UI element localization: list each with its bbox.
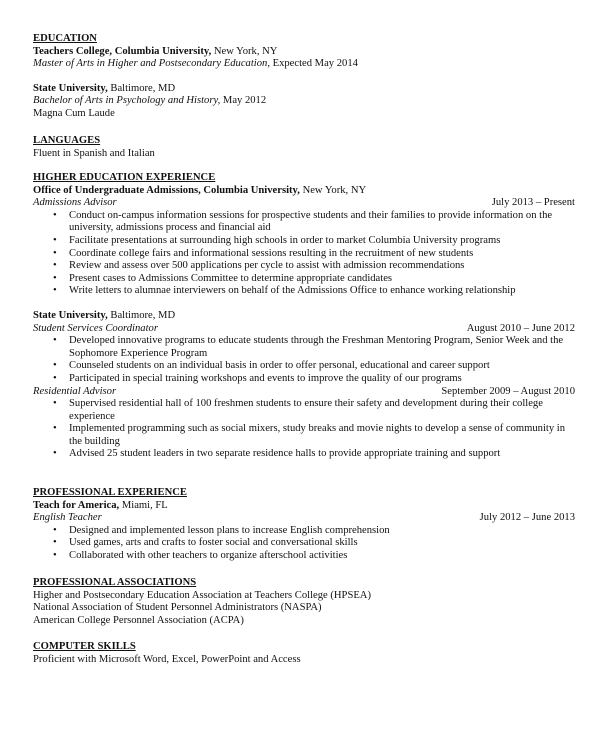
professional-role-row	[33, 512, 575, 525]
list-item: • Counseled students on an individual basis in order to offer personal, educational and career support	[33, 360, 575, 373]
su-degree-line	[33, 95, 575, 108]
skills-heading: COMPUTER SKILLS	[33, 641, 136, 652]
org1-role-row	[33, 197, 575, 210]
list-item: • Developed innovative programs to educate students through the Freshman Mentoring Program, Senior Week and the Sophomore Experience Program	[33, 335, 575, 360]
tc-date: Expected May 2014	[269, 58, 358, 70]
associations-heading: PROFESSIONAL ASSOCIATIONS	[33, 577, 197, 588]
list-item: • Write letters to alumnae interviewers on behalf of the Admissions Office to enhance working relationship	[33, 285, 575, 298]
org2-role1-title: Student Services Coordinator	[33, 322, 158, 334]
list-item: American College Personnel Association (ACPA)	[33, 614, 244, 626]
org1-line	[33, 185, 575, 198]
education-heading: EDUCATION	[33, 33, 97, 44]
list-item: • Review and assess over 500 applications per cycle to assist with admission recommendations	[33, 260, 575, 273]
list-item: National Association of Student Personnel Administrators (NASPA)	[33, 602, 322, 614]
list-item: • Designed and implemented lesson plans to increase English comprehension	[33, 525, 575, 538]
su-honor: Magna Cum Laude	[33, 107, 115, 119]
tc-school-line	[33, 46, 575, 59]
list-item: • Coordinate college fairs and informational sessions resulting in the recruitment of new students	[33, 248, 575, 261]
su-location: Baltimore, MD	[107, 82, 176, 94]
su-school-line	[33, 83, 575, 96]
tc-school: Teachers College, Columbia University,	[33, 45, 212, 57]
list-item: Higher and Postsecondary Education Association at Teachers College (HPSEA)	[33, 589, 371, 601]
higher-ed-heading: HIGHER EDUCATION EXPERIENCE	[33, 172, 216, 183]
org2-location: Baltimore, MD	[107, 309, 176, 321]
tc-degree: Master of Arts in Higher and Postsecondary Education,	[33, 58, 270, 70]
list-item: • Collaborated with other teachers to organize afterschool activities	[33, 550, 575, 563]
org2-role2-row	[33, 386, 575, 399]
org2-name: State University,	[33, 309, 108, 321]
professional-location: Miami, FL	[119, 499, 168, 511]
org2-role2-bullets	[33, 398, 575, 461]
list-item: • Participated in special training workshops and events to improve the quality of our programs	[33, 373, 575, 386]
languages-heading: LANGUAGES	[33, 135, 101, 146]
languages-text: Fluent in Spanish and Italian	[33, 147, 155, 159]
org2-role1-bullets	[33, 335, 575, 385]
education-section	[33, 33, 575, 121]
su-date: May 2012	[220, 95, 267, 107]
su-degree: Bachelor of Arts in Psychology and History,	[33, 95, 221, 107]
org2-role1-dates: August 2010 – June 2012	[466, 322, 575, 334]
su-school: State University,	[33, 82, 108, 94]
tc-degree-line	[33, 58, 575, 71]
languages-section	[33, 135, 575, 160]
list-item: • Used games, arts and crafts to foster social and conversational skills	[33, 537, 575, 550]
org2-line	[33, 310, 575, 323]
list-item: • Facilitate presentations at surrounding high schools in order to market Columbia University programs	[33, 235, 575, 248]
skills-text: Proficient with Microsoft Word, Excel, PowerPoint and Access	[33, 653, 301, 665]
professional-bullets	[33, 525, 575, 563]
org1-bullets	[33, 210, 575, 298]
professional-section	[33, 487, 575, 563]
professional-org: Teach for America,	[33, 499, 120, 511]
professional-heading: PROFESSIONAL EXPERIENCE	[33, 487, 187, 498]
org1-location: New York, NY	[299, 184, 367, 196]
org1-dates: July 2013 – Present	[491, 197, 575, 209]
org2-role2-dates: September 2009 – August 2010	[441, 385, 575, 397]
higher-ed-section	[33, 172, 575, 461]
list-item: • Conduct on-campus information sessions for prospective students and their families to provide information on the university, admissions process and financial aid	[33, 210, 575, 235]
org2-role2-title: Residential Advisor	[33, 385, 117, 397]
professional-title: English Teacher	[33, 512, 102, 524]
list-item: • Present cases to Admissions Committee to determine appropriate candidates	[33, 273, 575, 286]
skills-section	[33, 641, 575, 666]
professional-dates: July 2012 – June 2013	[479, 512, 575, 524]
list-item: • Supervised residential hall of 100 freshmen students to ensure their safety and development during their college experience	[33, 398, 575, 423]
org1-title: Admissions Advisor	[33, 197, 117, 209]
professional-org-line	[33, 500, 575, 513]
org1-name: Office of Undergraduate Admissions, Columbia University,	[33, 184, 300, 196]
tc-location: New York, NY	[211, 45, 278, 57]
list-item: • Advised 25 student leaders in two separate residence halls to provide appropriate training and support	[33, 448, 575, 461]
associations-section	[33, 577, 575, 627]
list-item: • Implemented programming such as social mixers, study breaks and movie nights to develop a sense of community in the building	[33, 423, 575, 448]
org2-role1-row	[33, 323, 575, 336]
